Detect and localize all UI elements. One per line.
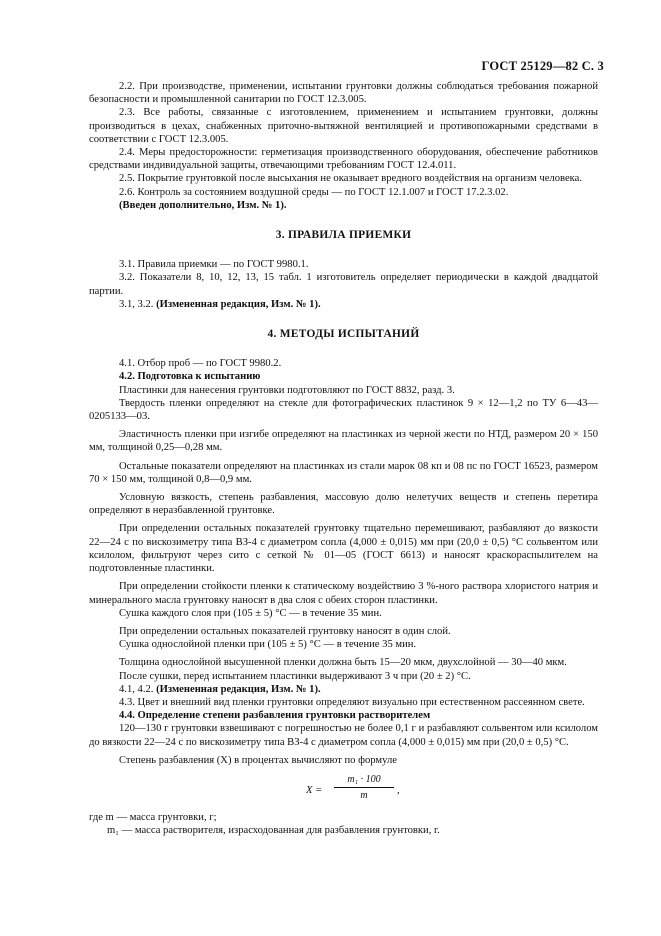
formula-denominator: m <box>360 790 368 802</box>
formula <box>89 773 598 803</box>
paragraph-4-4-a: 120—130 г грунтовки взвешивают с погрешностью не более 0,1 г и разбавляют сольвентом или ксилолом до вязкости 22—24 с по вискозиметру типа ВЗ-4 с диаметром сопла (4,000 ± 0,015) мм при (20,0 ± 0,5) °С. <box>89 723 598 748</box>
section-heading-3: 3. ПРАВИЛА ПРИЕМКИ <box>275 229 412 242</box>
document-body <box>89 80 598 837</box>
paragraph-2-2: 2.2. При производстве, применении, испытании грунтовки должны соблюдаться требования пожарной безопасности и промышленной санитарии по ГОСТ 12.3.005. <box>89 81 598 106</box>
paragraph-2-4: 2.4. Меры предосторожности: герметизация производственного оборудования, обеспечение работников средствами индивидуальной защиты, отвечающими требованиям ГОСТ 12.4.011. <box>89 147 598 172</box>
paragraph-4-2-d: Остальные показатели определяют на пластинках из стали марок 08 кп и 08 пс по ГОСТ 16523, размером 70 × 150 мм, толщиной 0,8—0,9 мм. <box>89 460 598 485</box>
legend-m: где m — масса грунтовки, г; <box>89 811 217 823</box>
legend-m1: m₁ — масса растворителя, израсходованная для разбавления грунтовки, г. <box>107 825 440 837</box>
formula-numerator: m₁ · 100 <box>334 773 394 788</box>
paragraph-4-2-l: После сушки, перед испытанием пластинки выдерживают 3 ч при (20 ± 2) °С. <box>119 670 471 682</box>
paragraph-4-1: 4.1. Отбор проб — по ГОСТ 9980.2. <box>119 358 282 370</box>
subheading-4-2: 4.2. Подготовка к испытанию <box>119 371 261 383</box>
paragraph-4-2-a: Пластинки для нанесения грунтовки подготовляют по ГОСТ 8832, разд. 3. <box>119 384 455 396</box>
note-prefix: 4.1, 4.2. <box>119 683 154 695</box>
formula-lhs: X = <box>306 784 323 796</box>
amendment-note-2: (Введен дополнительно, Изм. № 1). <box>119 199 287 211</box>
paragraph-2-6: 2.6. Контроль за состоянием воздушной среды — по ГОСТ 12.1.007 и ГОСТ 17.2.3.02. <box>119 186 509 198</box>
paragraph-4-2-g: При определении стойкости пленки к статическому воздействию 3 %-ного раствора хлористого натрия и минерального масла грунтовку наносят в два слоя с обеих сторон пластинки. <box>89 581 598 606</box>
subheading-4-4: 4.4. Определение степени разбавления грунтовки растворителем <box>119 710 431 722</box>
note-prefix: 3.1, 3.2. <box>119 298 154 310</box>
formula-tail: , <box>397 784 400 796</box>
paragraph-4-2-c: Эластичность пленки при изгибе определяют на пластинках из черной жести по НТД, размером 20 × 150 мм, толщиной 0,25—0,28 мм. <box>89 429 598 454</box>
formula-fraction <box>334 773 394 802</box>
paragraph-4-3: 4.3. Цвет и внешний вид пленки грунтовки определяют визуально при естественном рассеянном свете. <box>119 696 585 708</box>
paragraph-4-2-i: При определении остальных показателей грунтовку наносят в один слой. <box>119 625 451 637</box>
note-text: (Измененная редакция, Изм. № 1). <box>156 683 321 695</box>
page-header: ГОСТ 25129—82 С. 3 <box>481 59 604 73</box>
paragraph-4-4-b: Степень разбавления (X) в процентах вычисляют по формуле <box>119 754 397 766</box>
paragraph-2-3: 2.3. Все работы, связанные с изготовлением, применением и испытанием грунтовки, должны производиться в цехах, снабженных приточно-вытяжной вентиляцией и противопожарными средствами в соответствии с ГОСТ 12.3.005. <box>89 107 598 145</box>
paragraph-4-2-k: Толщина однослойной высушенной пленки должна быть 15—20 мкм, двухслойной — 30—40 мкм. <box>119 657 567 669</box>
amendment-note-4 <box>89 683 598 696</box>
paragraph-4-2-b: Твердость пленки определяют на стекле для фотографических пластинок 9 × 12—1,2 по ТУ 6—43—0205133—03. <box>89 397 598 423</box>
paragraph-4-2-e: Условную вязкость, степень разбавления, массовую долю нелетучих веществ и степень перетира определяют в неразбавленной грунтовке. <box>89 492 598 517</box>
amendment-note-3 <box>89 298 598 311</box>
paragraph-4-2-j: Сушка однослойной пленки при (105 ± 5) °С — в течение 35 мин. <box>119 639 417 651</box>
section-heading-4: 4. МЕТОДЫ ИСПЫТАНИЙ <box>267 328 420 341</box>
paragraph-4-2-f: При определении остальных показателей грунтовку тщательно перемешивают, разбавляют до вязкости 22—24 с по вискозиметру типа ВЗ-4 с диаметром сопла (4,000 ± 0,015) мм при (20,0 ± 0,5) °С сольвентом или ксилолом, фильтруют через сито с сеткой № 01—05 (ГОСТ 6613) и наносят краскораспылителем на подготовленные пластинки. <box>89 523 598 575</box>
note-text: (Измененная редакция, Изм. № 1). <box>156 298 321 310</box>
paragraph-4-2-h: Сушка каждого слоя при (105 ± 5) °С — в течение 35 мин. <box>119 607 382 619</box>
paragraph-3-1: 3.1. Правила приемки — по ГОСТ 9980.1. <box>119 259 309 271</box>
paragraph-2-5: 2.5. Покрытие грунтовкой после высыхания не оказывает вредного воздействия на организм человека. <box>119 173 582 185</box>
paragraph-3-2: 3.2. Показатели 8, 10, 12, 13, 15 табл. 1 изготовитель определяет периодически в каждой двадцатой партии. <box>89 272 598 297</box>
